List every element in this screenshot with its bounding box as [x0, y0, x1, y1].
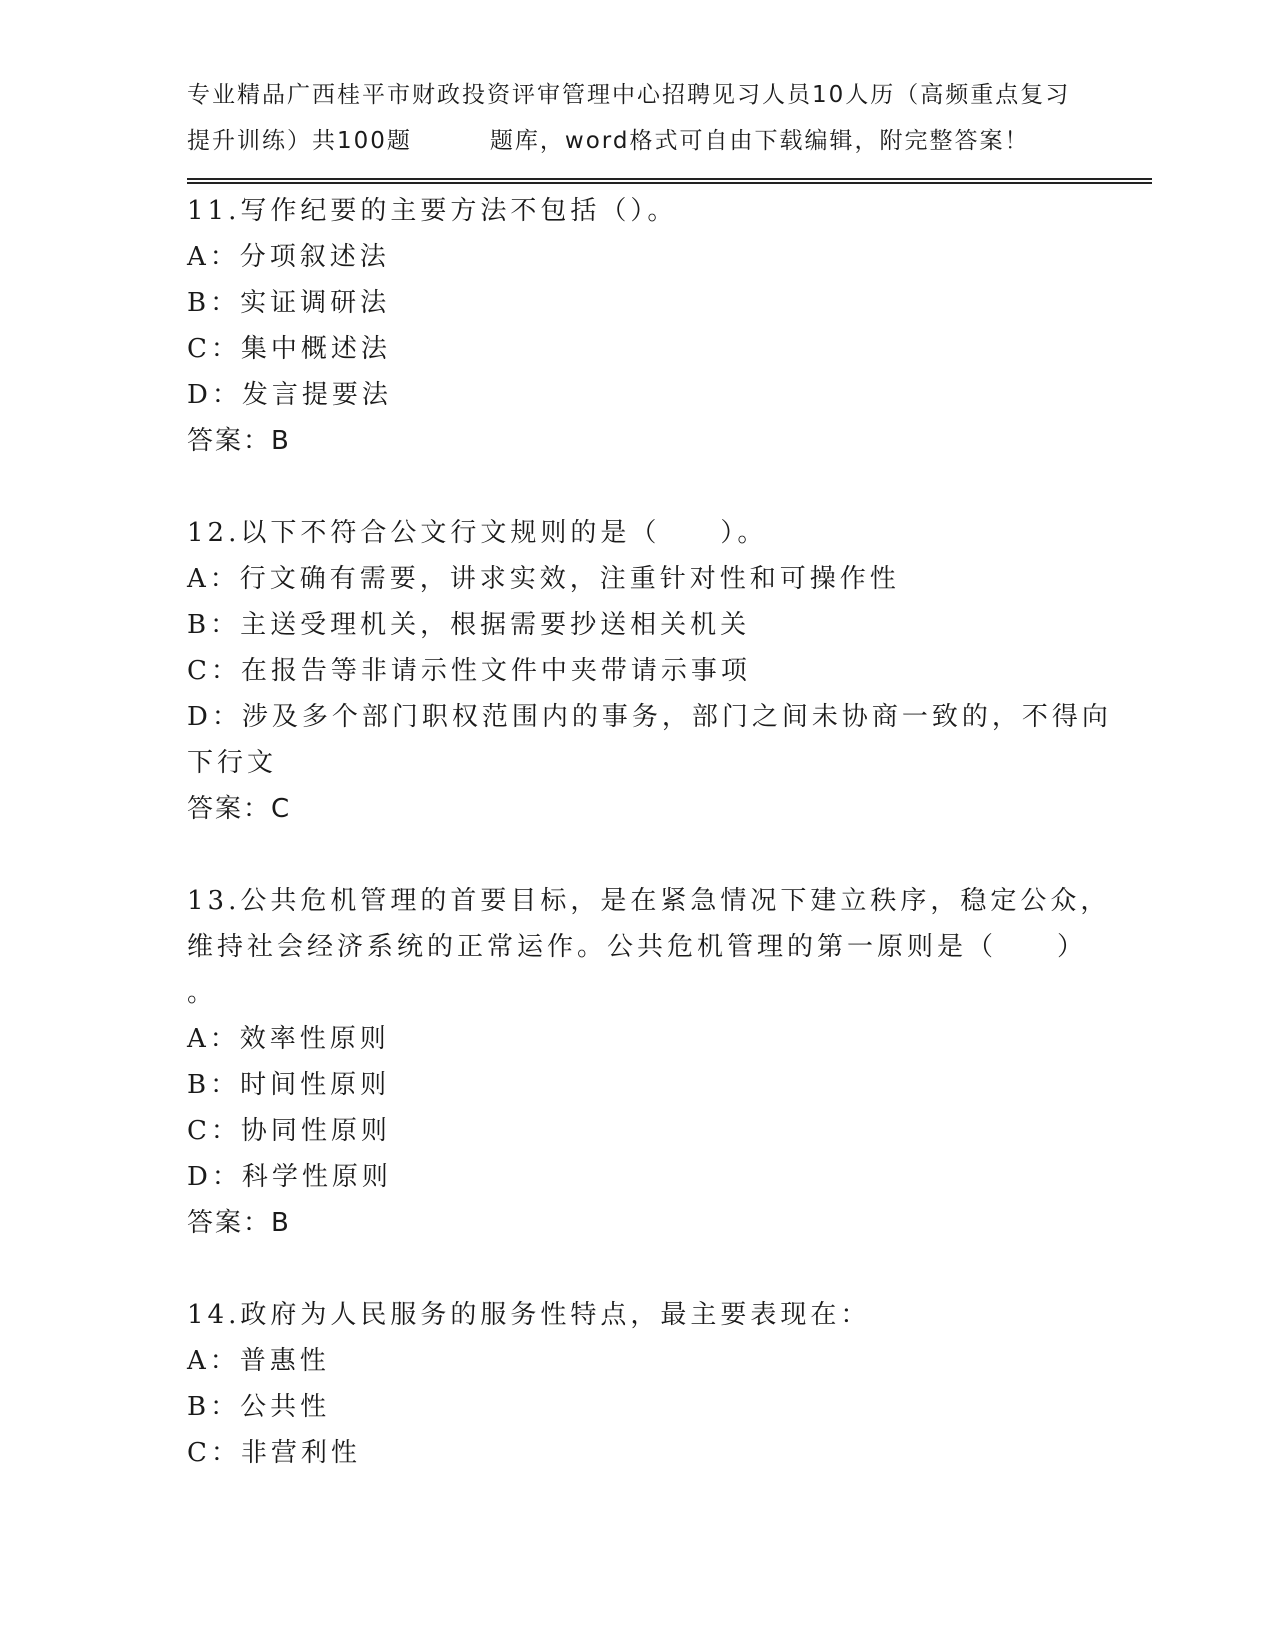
option-a: A：普惠性 [187, 1346, 330, 1376]
question-14 [187, 1292, 1087, 1476]
option-c: C：在报告等非请示性文件中夹带请示事项 [187, 656, 751, 686]
option-c: C：协同性原则 [187, 1116, 391, 1146]
header-line-2-part-a: 提升训练）共100题 [187, 128, 412, 154]
question-stem: 14.政府为人民服务的服务性特点，最主要表现在： [187, 1300, 871, 1330]
option-a: A：效率性原则 [187, 1024, 390, 1054]
question-12 [187, 510, 1112, 832]
option-d: D：涉及多个部门职权范围内的事务，部门之间未协商一致的，不得向 [187, 702, 1112, 732]
header-line-1: 专业精品广西桂平市财政投资评审管理中心招聘见习人员10人历（高频重点复习 [187, 82, 1071, 108]
option-b: B：主送受理机关，根据需要抄送相关机关 [187, 610, 751, 640]
question-stem-line-2: 维持社会经济系统的正常运作。公共危机管理的第一原则是（ ） [187, 932, 1088, 962]
option-b: B：实证调研法 [187, 288, 391, 318]
question-11 [187, 188, 1087, 464]
answer: 答案：C [187, 794, 292, 824]
option-b: B：公共性 [187, 1392, 331, 1422]
header-line-2-part-b: 题库，word格式可自由下载编辑，附完整答案！ [489, 128, 1030, 154]
answer: 答案：B [187, 426, 291, 456]
header-divider [187, 178, 1152, 184]
answer: 答案：B [187, 1208, 291, 1238]
question-stem-line-1: 13.公共危机管理的首要目标，是在紧急情况下建立秩序，稳定公众， [187, 886, 1111, 916]
option-a: A：分项叙述法 [187, 242, 390, 272]
option-d: D：发言提要法 [187, 380, 392, 410]
question-stem: 12.以下不符合公文行文规则的是（ ）。 [187, 518, 768, 548]
question-13 [187, 878, 1111, 1246]
option-c: C：集中概述法 [187, 334, 391, 364]
option-c: C：非营利性 [187, 1438, 361, 1468]
option-a: A：行文确有需要，讲求实效，注重针对性和可操作性 [187, 564, 900, 594]
option-d: D：科学性原则 [187, 1162, 392, 1192]
question-stem-line-3: 。 [187, 978, 218, 1008]
document-header [187, 72, 1071, 164]
option-d-continued: 下行文 [187, 748, 278, 778]
option-b: B：时间性原则 [187, 1070, 391, 1100]
header-line-2 [187, 118, 1067, 164]
question-list [187, 188, 1112, 1522]
question-stem: 11.写作纪要的主要方法不包括（）。 [187, 196, 678, 226]
